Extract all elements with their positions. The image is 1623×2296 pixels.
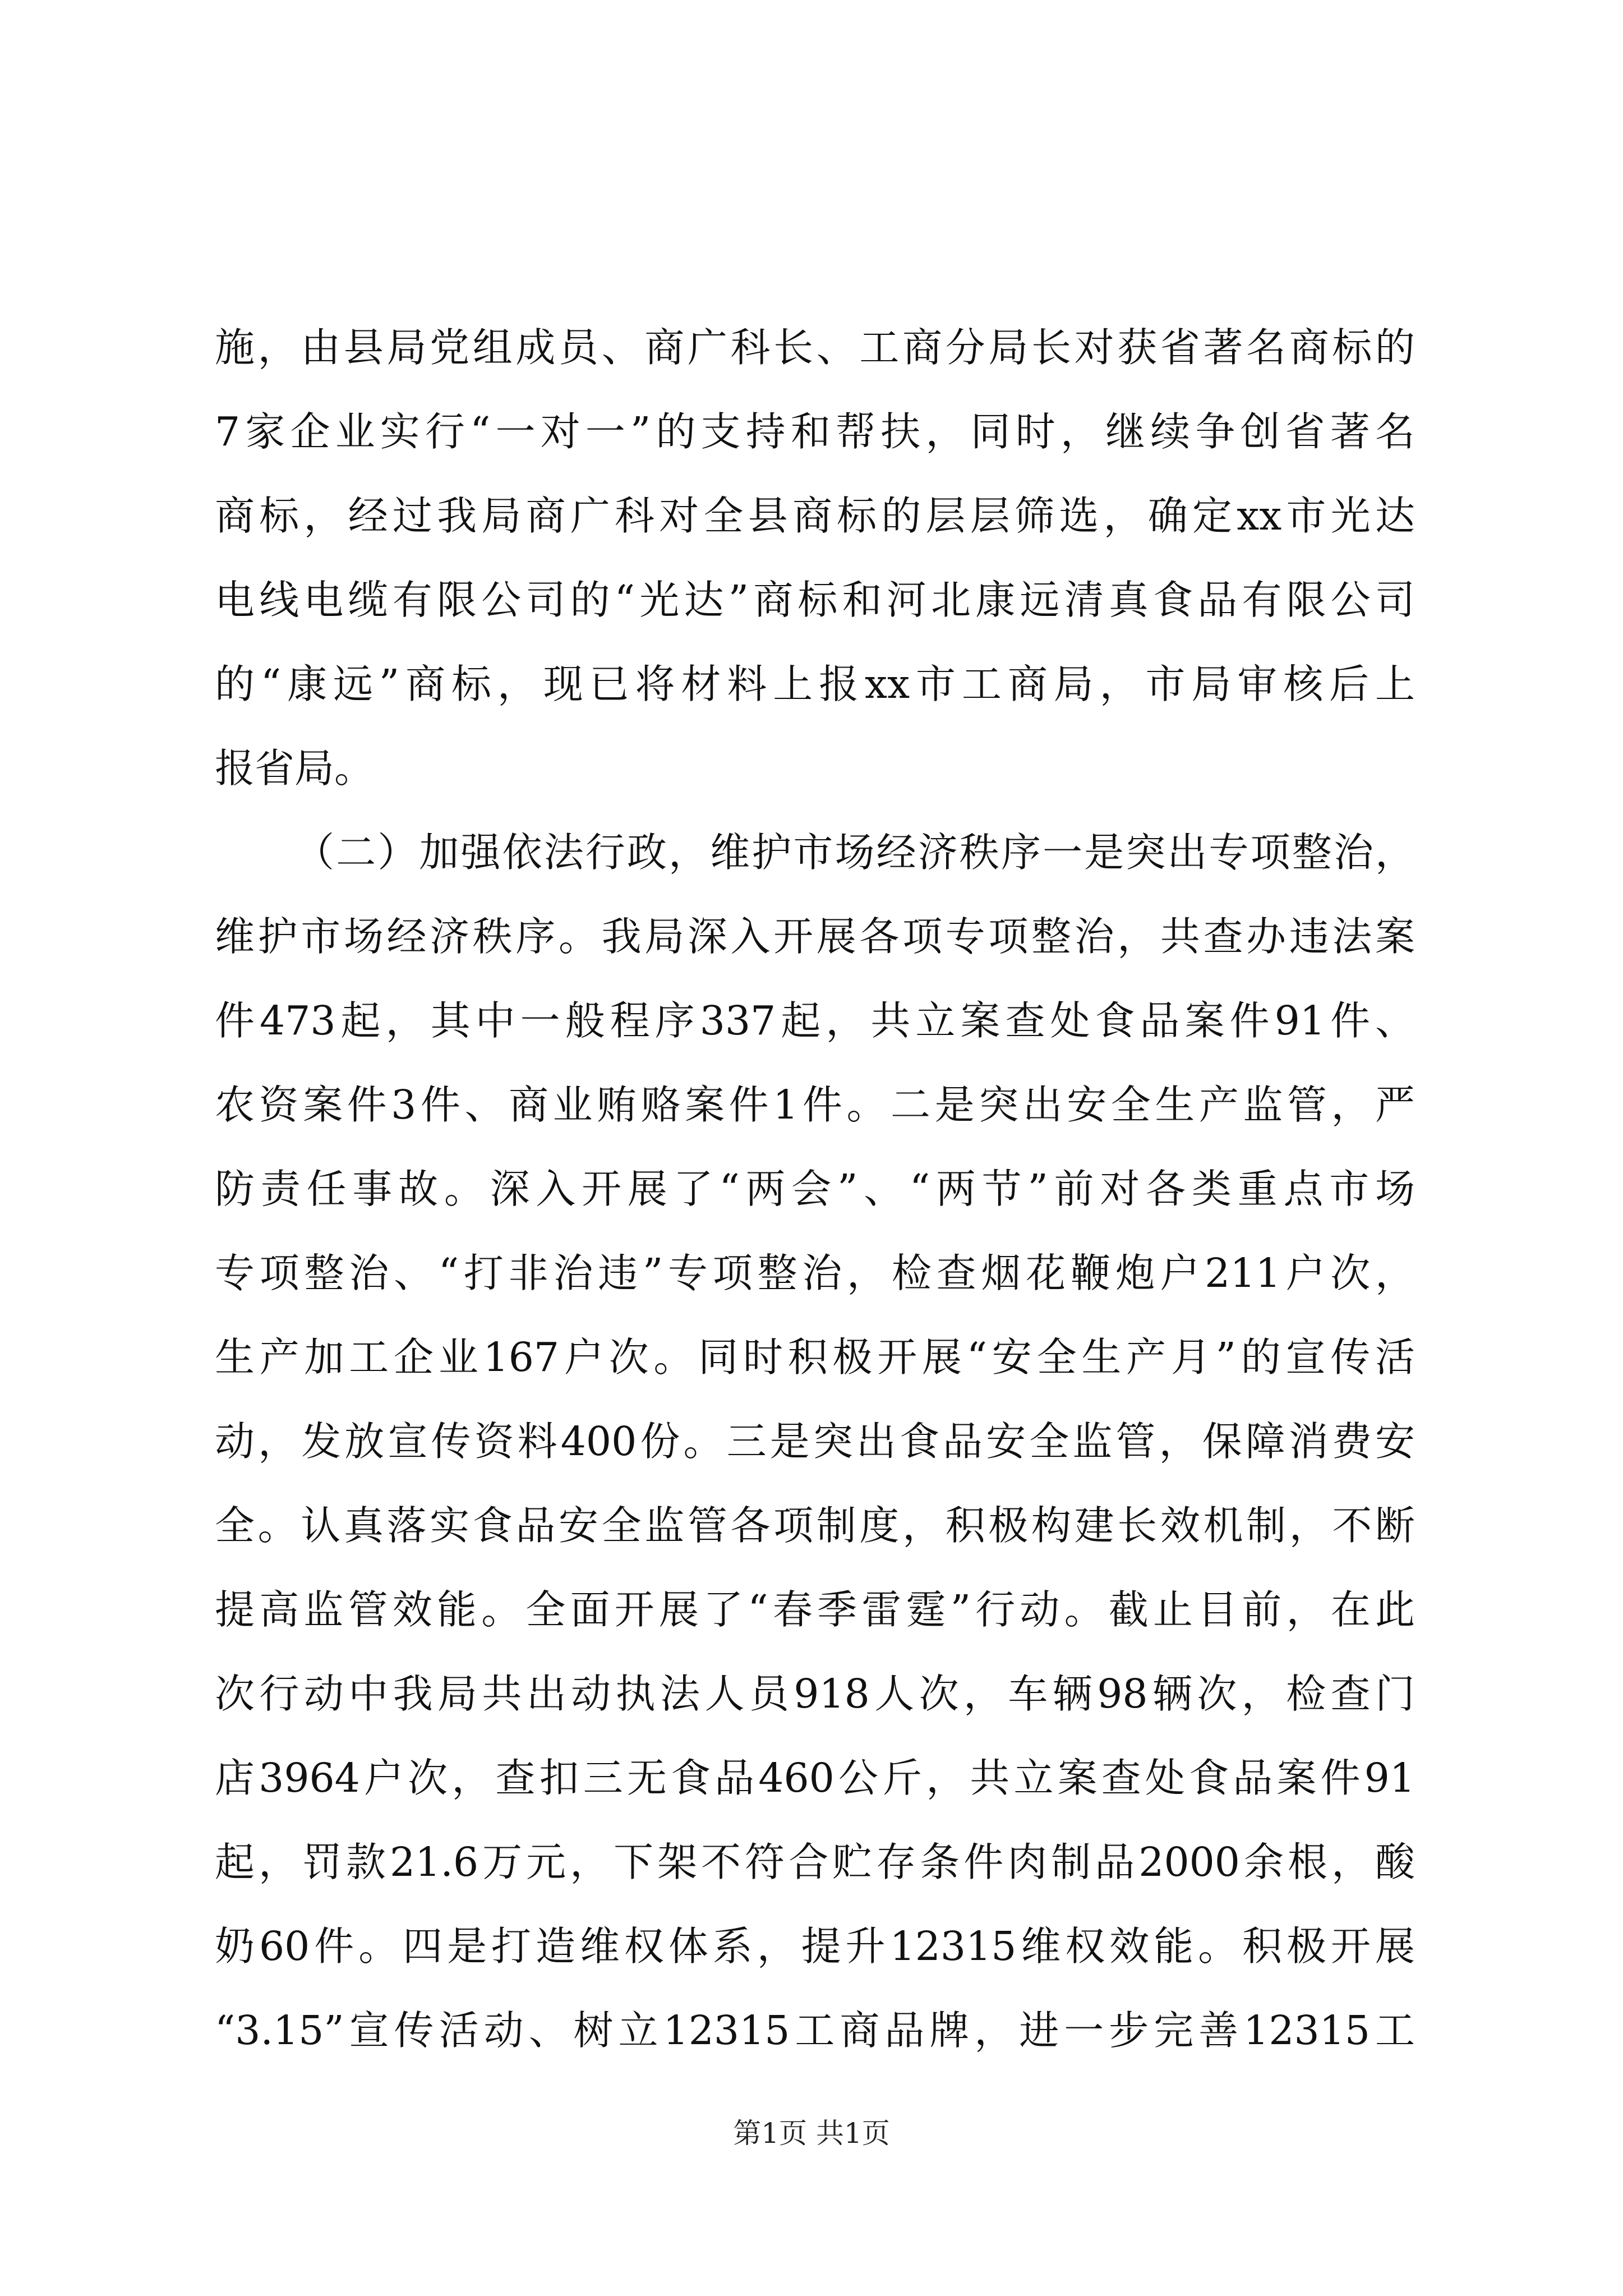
text-line: 电线电缆有限公司的“光达”商标和河北康远清真食品有限公司 <box>215 577 1415 623</box>
text-line: 全。认真落实食品安全监管各项制度，积极构建长效机制，不断 <box>215 1502 1415 1549</box>
text-line: 件473起，其中一般程序337起，共立案查处食品案件91件、 <box>215 997 1415 1044</box>
text-line: 专项整治、“打非治违”专项整治，检查烟花鞭炮户211户次， <box>215 1250 1415 1296</box>
text-line: “3.15”宣传活动、树立12315工商品牌，进一步完善12315工 <box>215 2007 1415 2054</box>
document-body <box>215 306 1415 2073</box>
text-line: 店3964户次，查扣三无食品460公斤，共立案查处食品案件91 <box>215 1755 1415 1801</box>
text-line: 的“康远”商标，现已将材料上报xx市工商局，市局审核后上 <box>215 661 1415 707</box>
text-line: 维护市场经济秩序。我局深入开展各项专项整治，共查办违法案 <box>215 913 1415 960</box>
text-line: 施，由县局党组成员、商广科长、工商分局长对获省著名商标的 <box>215 324 1415 371</box>
text-line: 7家企业实行“一对一”的支持和帮扶，同时，继续争创省著名 <box>215 408 1415 455</box>
text-line: 商标，经过我局商广科对全县商标的层层筛选，确定xx市光达 <box>215 493 1415 539</box>
page-footer: 第1页 共1页 <box>733 2117 890 2150</box>
text-line: 奶60件。四是打造维权体系，提升12315维权效能。积极开展 <box>215 1923 1415 1970</box>
text-line: 次行动中我局共出动执法人员918人次，车辆98辆次，检查门 <box>215 1671 1415 1717</box>
text-line: 生产加工企业167户次。同时积极开展“安全生产月”的宣传活 <box>215 1334 1415 1381</box>
text-line: 报省局。 <box>215 745 375 792</box>
text-line: 动，发放宣传资料400份。三是突出食品安全监管，保障消费安 <box>215 1418 1415 1465</box>
text-line: 提高监管效能。全面开展了“春季雷霆”行动。截止目前，在此 <box>215 1586 1415 1633</box>
section-heading-line: （二）加强依法行政，维护市场经济秩序一是突出专项整治， <box>294 829 1415 876</box>
text-line: 起，罚款21.6万元，下架不符合贮存条件肉制品2000余根，酸 <box>215 1839 1415 1885</box>
text-line: 农资案件3件、商业贿赂案件1件。二是突出安全生产监管，严 <box>215 1082 1415 1128</box>
text-line: 防责任事故。深入开展了“两会”、“两节”前对各类重点市场 <box>215 1166 1415 1212</box>
